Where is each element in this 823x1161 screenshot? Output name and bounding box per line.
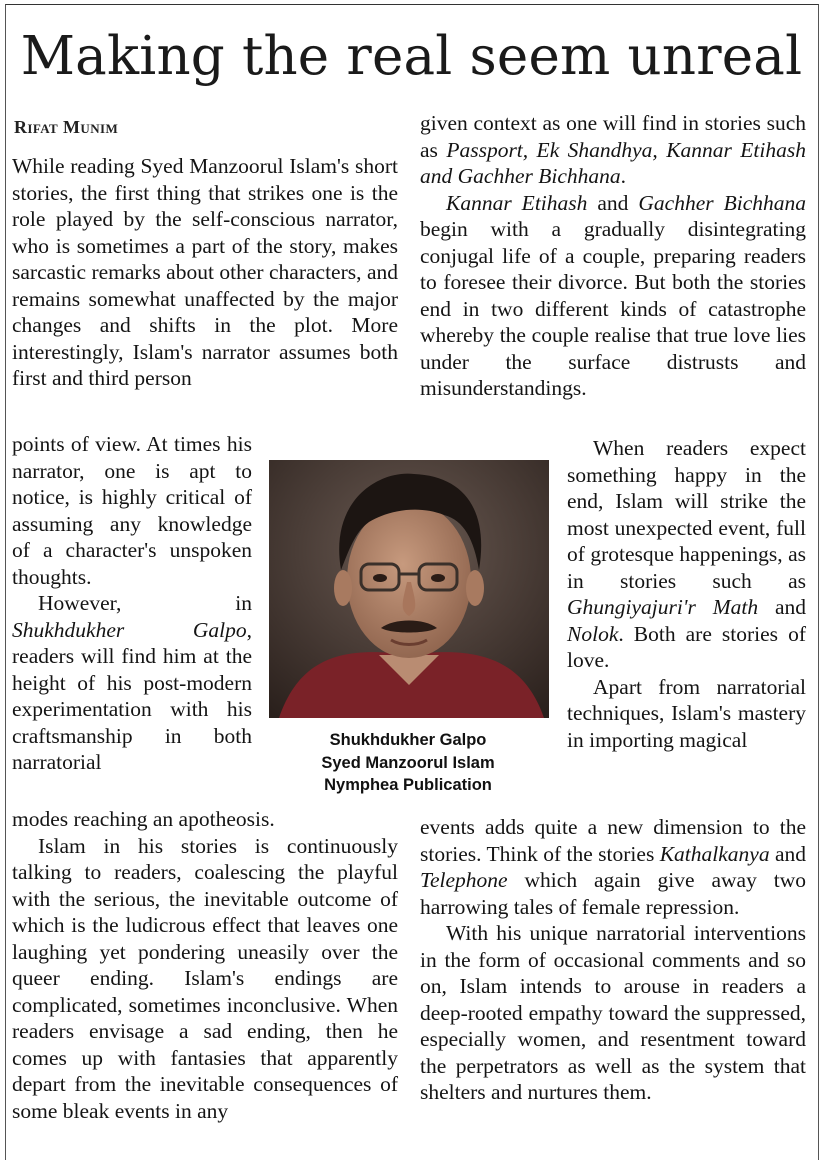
paragraph: modes reaching an apotheosis. <box>12 807 275 831</box>
text: . <box>620 164 627 188</box>
text: . Both are stories of love. <box>567 621 806 672</box>
text: begin with a gradually disintegrating conjugal life of a couple, preparing readers to foresee their divorce. But both the stories end in two different kinds of catastrophe whereby the couple realise that true love lies under the surface distrusts and misunderstandings. <box>420 217 806 400</box>
book-title: Nolok <box>567 621 619 646</box>
author-photo <box>269 460 549 718</box>
text: When readers expect something happy in the end, Islam will strike the most unexpected event, full of grotesque happenings, as in stories such as <box>567 436 806 593</box>
paragraph <box>420 190 806 402</box>
text: , readers will find him at the height of his post-modern experimentation with his craftsmanship in both narratorial <box>12 617 252 774</box>
paragraph: points of view. At times his narrator, one is apt to notice, is highly critical of assuming any knowledge of a character's unspoken thoughts. <box>12 432 252 589</box>
right-column-wrap <box>567 435 806 753</box>
text: given context as one will find in stories such as <box>420 111 806 162</box>
caption-author: Syed Manzoorul Islam <box>321 753 495 772</box>
text: and <box>774 841 807 866</box>
right-column-bottom <box>420 814 806 1106</box>
caption-book-title: Shukhdukher Galpo <box>329 731 487 749</box>
author-portrait-illustration <box>269 460 549 718</box>
paragraph <box>420 110 806 190</box>
book-title: Kathalkanya <box>659 841 770 866</box>
right-column-top <box>420 110 806 402</box>
left-column-top <box>12 153 398 392</box>
text: and <box>774 595 806 619</box>
left-column-bottom <box>12 806 398 1124</box>
byline: Rifat Munim <box>14 117 119 137</box>
text: events adds quite a new dimension to the stories. Think of the stories <box>420 815 806 866</box>
left-column-wrap <box>12 431 252 776</box>
book-title: Passport, Ek Shandhya, Kannar Etihash and Gachher Bichhana <box>420 137 806 188</box>
text: which again give away two harrowing tales of female repression. <box>420 868 806 919</box>
book-title: Gachher Bichhana <box>638 190 807 215</box>
headline: Making the real seem unreal <box>20 26 803 87</box>
caption-publisher: Nymphea Publication <box>324 776 492 794</box>
paragraph <box>12 590 252 776</box>
paragraph <box>420 814 806 920</box>
book-title: Kannar Etihash <box>446 190 588 215</box>
text: and <box>597 190 629 215</box>
book-title: Shukhdukher Galpo <box>12 617 247 642</box>
book-title: Ghungiyajuri'r Math <box>567 595 759 619</box>
paragraph: Apart from narratorial techniques, Islam's mastery in importing magical <box>567 674 806 752</box>
paragraph <box>567 435 806 674</box>
text: However, in <box>38 591 252 615</box>
paragraph: While reading Syed Manzoorul Islam's short stories, the first thing that strikes one is the role played by the self-conscious narrator, who is sometimes a part of the story, makes sarcastic remarks about other characters, and remains somewhat unaffected by the major changes and shifts in the plot. More interestingly, Islam's narrator assumes both first and third person <box>12 154 398 390</box>
paragraph: Islam in his stories is continuously talking to readers, coalescing the playful with the serious, the inevitable outcome of which is the ludicrous effect that leaves one laughing yet pondering uneasily over the queer ending. Islam's endings are complicated, sometimes inconclusive. When readers envisage a sad ending, then he comes up with fantasies that apparently depart from the inevitable consequences of some bleak events in any <box>12 833 398 1123</box>
book-title: Telephone <box>420 868 508 892</box>
paragraph: With his unique narratorial interventions in the form of occasional comments and so on, Islam intends to arouse in readers a deep-rooted empathy toward the suppressed, especially women, and resentment toward the perpetrators as well as the system that shelters and nurtures them. <box>420 921 806 1104</box>
book-caption <box>270 729 546 797</box>
